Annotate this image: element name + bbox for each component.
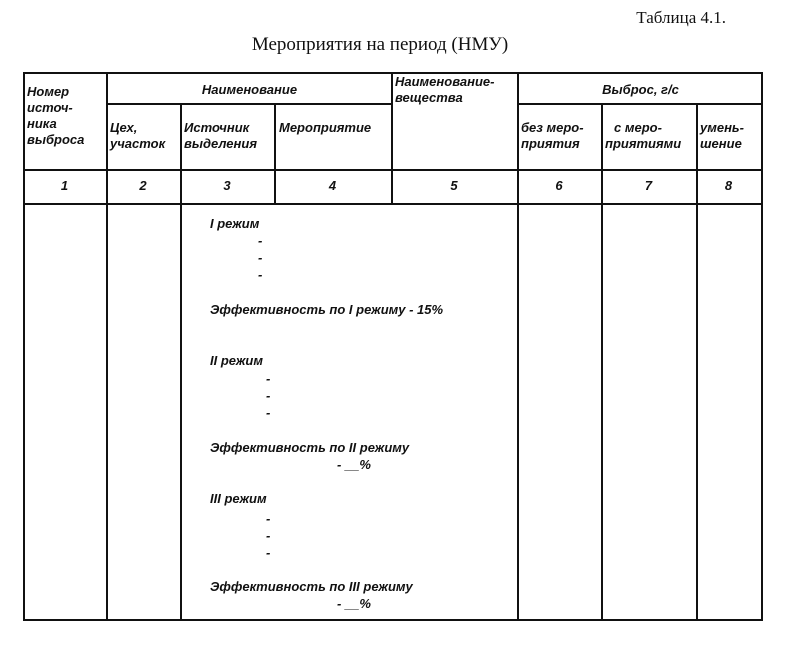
column-number: 3 [223, 178, 231, 193]
number-row-bottom-border [23, 203, 763, 205]
table-title: Мероприятия на период (НМУ) [251, 34, 509, 55]
col-border-right [761, 72, 763, 621]
mode-2-label: II режим [210, 353, 263, 368]
ellipsis-dot: - [266, 371, 271, 386]
header-with-measures: с меро- приятиями [605, 120, 682, 151]
ellipsis-dot: - [266, 545, 271, 560]
header-emission-group: Выброс, г/с [602, 82, 679, 97]
header-release-source: Источник выделения [184, 120, 257, 151]
ellipsis-dot: - [266, 511, 271, 526]
column-number: 8 [724, 178, 733, 193]
column-number: 2 [139, 178, 147, 193]
col-border-left [23, 72, 25, 621]
header-without-measure: без меро- приятия [521, 120, 584, 151]
mode-1-label: I режим [210, 216, 260, 231]
ellipsis-dot: - [258, 250, 263, 265]
col-border-1-2 [106, 72, 108, 621]
mode-3-efficiency: Эффективность по III режиму [210, 579, 413, 594]
mode-3-label: III режим [210, 491, 267, 506]
header-source-number: Номер источ- ника выброса [27, 84, 85, 147]
table-top-border [23, 72, 763, 74]
ellipsis-dot: - [258, 267, 263, 282]
header-substance: Наименование- вещества [395, 74, 495, 105]
table-number: Таблица 4.1. [636, 8, 726, 27]
ellipsis-dot: - [266, 388, 271, 403]
table-bottom-border [23, 619, 763, 621]
ellipsis-dot: - [266, 405, 271, 420]
header-group-divider-emission [518, 103, 763, 105]
column-number: 4 [328, 178, 337, 193]
header-reduction: умень- шение [700, 120, 744, 151]
mode-2-efficiency-value: - __% [337, 457, 371, 472]
mode-2-efficiency: Эффективность по II режиму [210, 440, 410, 455]
header-measure: Мероприятие [279, 120, 372, 135]
mode-3-efficiency-value: - __% [337, 596, 371, 611]
ellipsis-dot: - [266, 528, 271, 543]
header-bottom-border [23, 169, 763, 171]
col-border-5-6 [517, 72, 519, 621]
column-number: 6 [555, 178, 563, 193]
column-number: 1 [60, 178, 69, 193]
column-number: 5 [450, 178, 458, 193]
ellipsis-dot: - [258, 233, 263, 248]
header-name-group: Наименование [201, 82, 298, 97]
mode-1-efficiency: Эффективность по I режиму - 15% [210, 302, 444, 317]
column-number: 7 [644, 178, 653, 193]
header-group-divider-name [106, 103, 393, 105]
header-workshop: Цех, участок [110, 120, 166, 151]
